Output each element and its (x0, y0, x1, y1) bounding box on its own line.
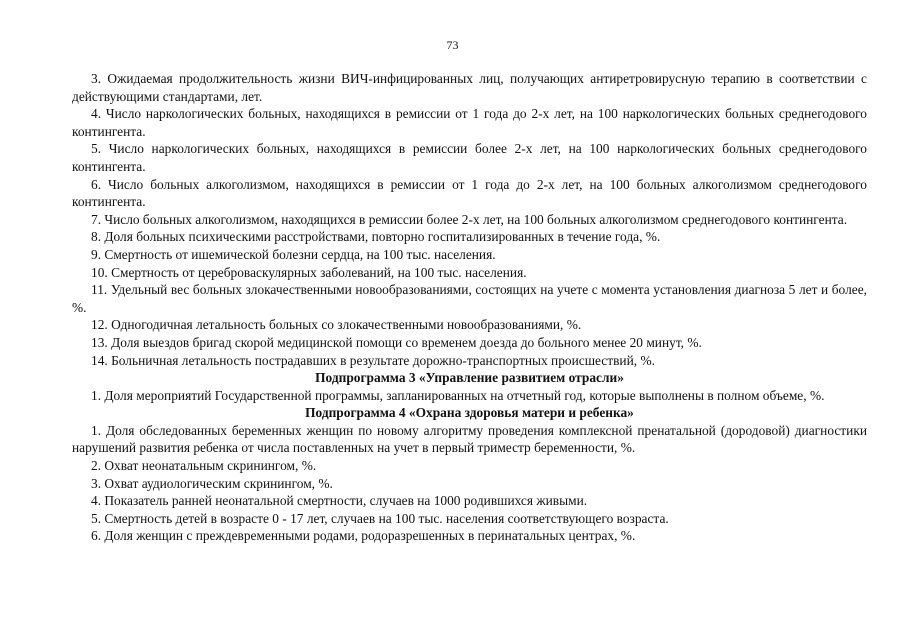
indicator-item: 5. Смертность детей в возрасте 0 - 17 лет, случаев на 100 тыс. населения соответствующего возраста. (91, 510, 669, 526)
indicator-item: 5. Число наркологических больных, находящихся в ремиссии более 2-х лет, на 100 наркологических больных среднегодового контингента. (72, 141, 867, 174)
document-body (72, 70, 867, 545)
indicator-item: 10. Смертность от цереброваскулярных заболеваний, на 100 тыс. населения. (91, 264, 527, 280)
indicator-item: 2. Охват неонатальным скринингом, %. (91, 458, 317, 474)
indicator-item: 1. Доля обследованных беременных женщин по новому алгоритму проведения комплексной пренатальной (дородовой) диагностики нарушений развития ребенка от числа поставленных на учет в первый триместр беременности, %. (72, 422, 867, 456)
subprogram-4-heading: Подпрограмма 4 «Охрана здоровья матери и ребенка» (305, 405, 634, 421)
indicator-item: 4. Число наркологических больных, находящихся в ремиссии от 1 года до 2-х лет, на 100 наркологических больных среднегодового контингента. (72, 106, 867, 139)
subprogram-3-heading: Подпрограмма 3 «Управление развитием отрасли» (315, 370, 624, 386)
indicator-item: 12. Одногодичная летальность больных со злокачественными новообразованиями, %. (91, 317, 582, 333)
indicator-item: 8. Доля больных психическими расстройствами, повторно госпитализированных в течение года, %. (91, 229, 661, 245)
indicator-item: 14. Больничная летальность пострадавших в результате дорожно-транспортных происшествий, %. (91, 352, 655, 368)
indicator-item: 13. Доля выездов бригад скорой медицинской помощи со временем доезда до больного менее 20 минут, %. (91, 334, 702, 350)
page-number: 73 (446, 38, 459, 52)
indicator-item: 6. Доля женщин с преждевременными родами, родоразрешенных в перинатальных центрах, %. (91, 528, 636, 544)
indicator-item: 3. Ожидаемая продолжительность жизни ВИЧ-инфицированных лиц, получающих антиретровирусную терапию в соответствии с действующими стандартами, лет. (72, 71, 867, 104)
indicator-item: 4. Показатель ранней неонатальной смертности, случаев на 1000 родившихся живыми. (91, 493, 588, 509)
indicator-item: 3. Охват аудиологическим скринингом, %. (91, 475, 333, 491)
indicator-item: 7. Число больных алкоголизмом, находящихся в ремиссии более 2-х лет, на 100 больных алкоголизмом среднегодового контингента. (91, 211, 848, 227)
indicator-item: 9. Смертность от ишемической болезни сердца, на 100 тыс. населения. (91, 246, 496, 262)
indicator-item: 1. Доля мероприятий Государственной программы, запланированных на отчетный год, которые выполнены в полном объеме, %. (91, 387, 825, 403)
indicator-item: 6. Число больных алкоголизмом, находящихся в ремиссии от 1 года до 2-х лет, на 100 больных алкоголизмом среднегодового контингента. (72, 176, 867, 210)
indicator-item: 11. Удельный вес больных злокачественными новообразованиями, состоящих на учете с момента установления диагноза 5 лет и более, %. (72, 282, 867, 315)
